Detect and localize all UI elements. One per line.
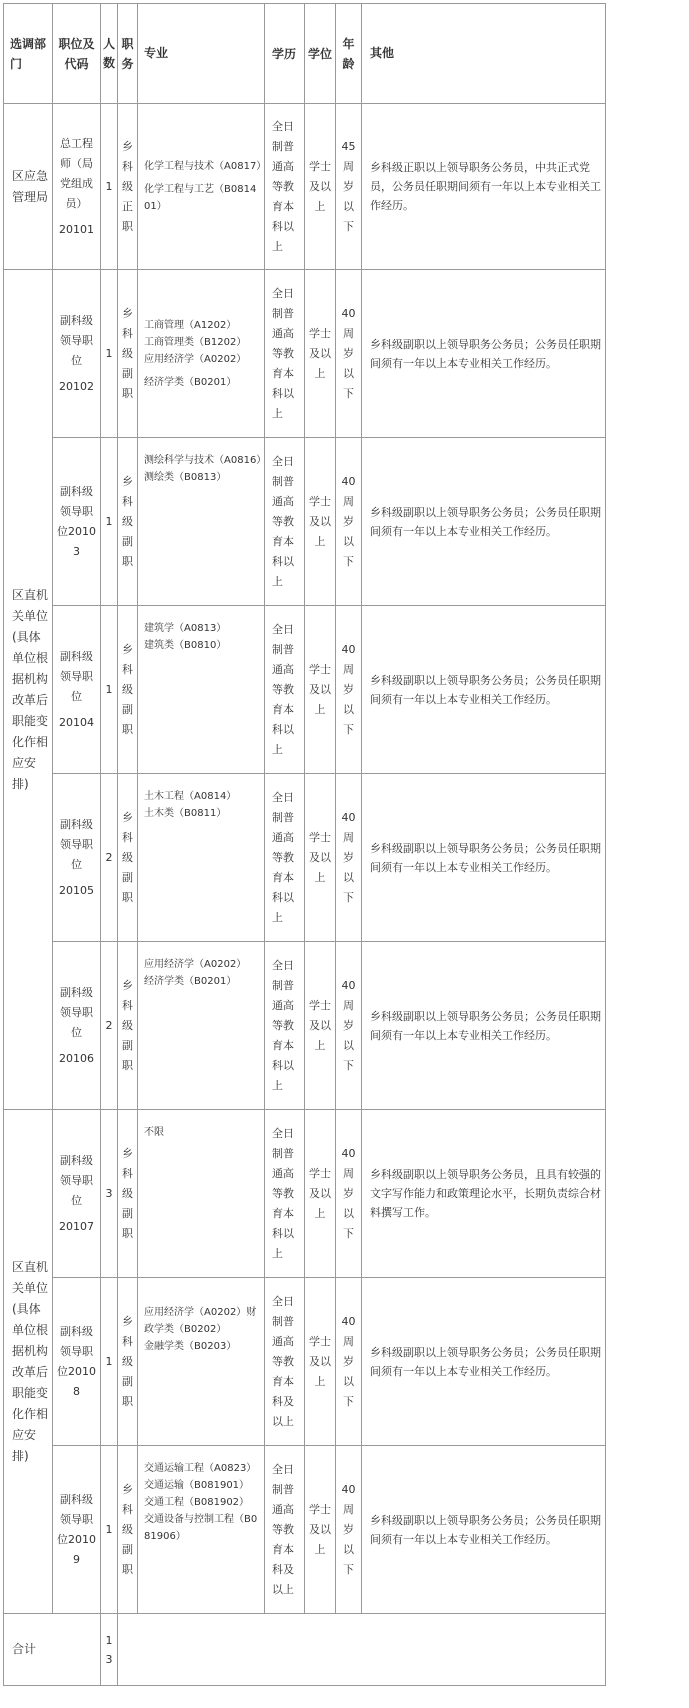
edu-cell: 全日制普通高等教育本科以上 [265, 606, 305, 774]
other-cell: 乡科级副职以上领导职务公务员；公务员任职期间须有一年以上本专业相关工作经历。 [362, 606, 606, 774]
major-item: 交通运输工程（A0823） [144, 1463, 257, 1474]
degree-cell: 学士及以上 [305, 774, 336, 942]
position-code: 20107 [59, 1219, 94, 1233]
position-cell [53, 438, 101, 606]
major-item: 经济学类（B0201） [144, 976, 237, 987]
table-row [4, 774, 606, 942]
duty-cell: 乡科级副职 [118, 1446, 138, 1614]
header-duty: 职务 [118, 4, 138, 104]
age-cell: 40周岁以下 [336, 270, 362, 438]
other-cell: 乡科级正职以上领导职务公务员，中共正式党员，公务员任职期间须有一年以上本专业相关工作经历。 [362, 104, 606, 270]
age-cell: 40周岁以下 [336, 774, 362, 942]
position-code: 20106 [59, 1051, 94, 1065]
edu-cell: 全日制普通高等教育本科以上 [265, 1110, 305, 1278]
position-cell [53, 942, 101, 1110]
total-label: 合计 [4, 1614, 101, 1686]
position-name: 总工程师（局党组成员） [60, 136, 93, 210]
position-cell [53, 1110, 101, 1278]
major-cell [138, 1110, 265, 1278]
degree-cell: 学士及以上 [305, 438, 336, 606]
age-cell: 40周岁以下 [336, 942, 362, 1110]
count-cell: 1 [101, 1278, 118, 1446]
table-row [4, 1278, 606, 1446]
position-cell [53, 104, 101, 270]
count-cell: 1 [101, 270, 118, 438]
major-item: 工商管理类（B1202） [144, 336, 247, 348]
major-item: 不限 [144, 1127, 165, 1138]
major-cell [138, 1278, 265, 1446]
position-name: 副科级领导职位 [60, 817, 93, 871]
table-row [4, 1446, 606, 1614]
major-cell [138, 104, 265, 270]
major-item: 工商管理（A1202） [144, 319, 237, 331]
age-cell: 45周岁以下 [336, 104, 362, 270]
position-name: 副科级领导职位 [57, 484, 93, 538]
duty-cell: 乡科级副职 [118, 1278, 138, 1446]
major-item: 交通设备与控制工程（B081906） [144, 1514, 258, 1542]
position-code: 20102 [59, 379, 94, 393]
other-cell: 乡科级副职以上领导职务公务员；公务员任职期间须有一年以上本专业相关工作经历。 [362, 270, 606, 438]
edu-cell: 全日制普通高等教育本科以上 [265, 774, 305, 942]
major-cell [138, 1446, 265, 1614]
position-cell [53, 606, 101, 774]
header-position: 职位及代码 [53, 4, 101, 104]
duty-cell: 乡科级副职 [118, 438, 138, 606]
position-code: 20108 [68, 1364, 96, 1398]
header-edu: 学历 [265, 4, 305, 104]
position-cell [53, 774, 101, 942]
position-code: 20101 [59, 222, 94, 236]
total-empty-cell [118, 1614, 606, 1686]
duty-cell: 乡科级副职 [118, 774, 138, 942]
position-name: 副科级领导职位 [60, 649, 93, 703]
duty-cell: 乡科级副职 [118, 1110, 138, 1278]
major-item: 应用经济学（A0202） [144, 353, 247, 365]
age-cell: 40周岁以下 [336, 438, 362, 606]
count-cell: 3 [101, 1110, 118, 1278]
recruitment-table [3, 3, 606, 1686]
major-cell [138, 270, 265, 438]
position-name: 副科级领导职位 [60, 1153, 93, 1207]
age-cell: 40周岁以下 [336, 606, 362, 774]
header-other: 其他 [362, 4, 606, 104]
table-row [4, 104, 606, 270]
major-item: 建筑类（B0810） [144, 640, 227, 651]
edu-cell: 全日制普通高等教育本科以上 [265, 104, 305, 270]
header-row [4, 4, 606, 104]
degree-cell: 学士及以上 [305, 606, 336, 774]
header-degree: 学位 [305, 4, 336, 104]
header-dept: 选调部门 [4, 4, 53, 104]
degree-cell: 学士及以上 [305, 270, 336, 438]
major-cell [138, 774, 265, 942]
count-cell: 1 [101, 1446, 118, 1614]
degree-cell: 学士及以上 [305, 1446, 336, 1614]
major-item: 化学工程与工艺（B081401） [144, 184, 257, 212]
age-cell: 40周岁以下 [336, 1110, 362, 1278]
major-item: 经济学类（B0201） [144, 376, 237, 388]
major-item: 交通工程（B081902） [144, 1497, 250, 1508]
table-row [4, 438, 606, 606]
count-cell: 1 [101, 438, 118, 606]
degree-cell: 学士及以上 [305, 104, 336, 270]
table-row [4, 606, 606, 774]
major-cell [138, 606, 265, 774]
degree-cell: 学士及以上 [305, 1110, 336, 1278]
duty-cell: 乡科级副职 [118, 606, 138, 774]
position-code: 20104 [59, 715, 94, 729]
degree-cell: 学士及以上 [305, 942, 336, 1110]
table-row [4, 942, 606, 1110]
position-cell [53, 270, 101, 438]
other-cell: 乡科级副职以上领导职务公务员；公务员任职期间须有一年以上本专业相关工作经历。 [362, 438, 606, 606]
position-code: 20103 [68, 524, 96, 558]
table-row [4, 270, 606, 438]
position-name: 副科级领导职位 [60, 313, 93, 367]
major-item: 土木类（B0811） [144, 808, 227, 819]
edu-cell: 全日制普通高等教育本科及以上 [265, 1278, 305, 1446]
edu-cell: 全日制普通高等教育本科以上 [265, 942, 305, 1110]
major-cell [138, 438, 265, 606]
major-item: 金融学类（B0203） [144, 1341, 237, 1352]
major-cell [138, 942, 265, 1110]
age-cell: 40周岁以下 [336, 1446, 362, 1614]
header-major: 专业 [138, 4, 265, 104]
duty-cell: 乡科级正职 [118, 104, 138, 270]
position-cell [53, 1278, 101, 1446]
major-item: 应用经济学（A0202）财政学类（B0202） [144, 1307, 257, 1335]
position-cell [53, 1446, 101, 1614]
other-cell: 乡科级副职以上领导职务公务员；公务员任职期间须有一年以上本专业相关工作经历。 [362, 1446, 606, 1614]
position-name: 副科级领导职位 [60, 985, 93, 1039]
other-cell: 乡科级副职以上领导职务公务员；公务员任职期间须有一年以上本专业相关工作经历。 [362, 1278, 606, 1446]
position-code: 20109 [68, 1532, 96, 1566]
count-cell: 2 [101, 774, 118, 942]
edu-cell: 全日制普通高等教育本科及以上 [265, 1446, 305, 1614]
edu-cell: 全日制普通高等教育本科以上 [265, 270, 305, 438]
major-item: 测绘科学与技术（A0816） [144, 455, 267, 466]
major-item: 交通运输（B081901） [144, 1480, 250, 1491]
position-code: 20105 [59, 883, 94, 897]
duty-cell: 乡科级副职 [118, 942, 138, 1110]
header-age: 年龄 [336, 4, 362, 104]
duty-cell: 乡科级副职 [118, 270, 138, 438]
major-item: 应用经济学（A0202） [144, 959, 247, 970]
dept-cell: 区直机关单位(具体单位根据机构改革后职能变化作相应安排) [4, 270, 53, 1110]
major-item: 测绘类（B0813） [144, 472, 227, 483]
position-name: 副科级领导职位 [57, 1492, 93, 1546]
edu-cell: 全日制普通高等教育本科以上 [265, 438, 305, 606]
major-item: 土木工程（A0814） [144, 791, 237, 802]
table-row [4, 1110, 606, 1278]
other-cell: 乡科级副职以上领导职务公务员，且具有较强的文字写作能力和政策理论水平，长期负责综合材料撰写工作。 [362, 1110, 606, 1278]
count-cell: 1 [101, 104, 118, 270]
other-cell: 乡科级副职以上领导职务公务员；公务员任职期间须有一年以上本专业相关工作经历。 [362, 774, 606, 942]
count-cell: 2 [101, 942, 118, 1110]
degree-cell: 学士及以上 [305, 1278, 336, 1446]
age-cell: 40周岁以下 [336, 1278, 362, 1446]
header-count: 人数 [101, 4, 118, 104]
dept-cell: 区直机关单位(具体单位根据机构改革后职能变化作相应安排) [4, 1110, 53, 1614]
major-item: 建筑学（A0813） [144, 623, 227, 634]
dept-cell: 区应急管理局 [4, 104, 53, 270]
count-cell: 1 [101, 606, 118, 774]
total-row [4, 1614, 606, 1686]
total-count: 13 [101, 1614, 118, 1686]
position-name: 副科级领导职位 [57, 1324, 93, 1378]
other-cell: 乡科级副职以上领导职务公务员；公务员任职期间须有一年以上本专业相关工作经历。 [362, 942, 606, 1110]
recruitment-table-container [3, 3, 606, 1686]
major-item: 化学工程与技术（A0817） [144, 161, 267, 172]
